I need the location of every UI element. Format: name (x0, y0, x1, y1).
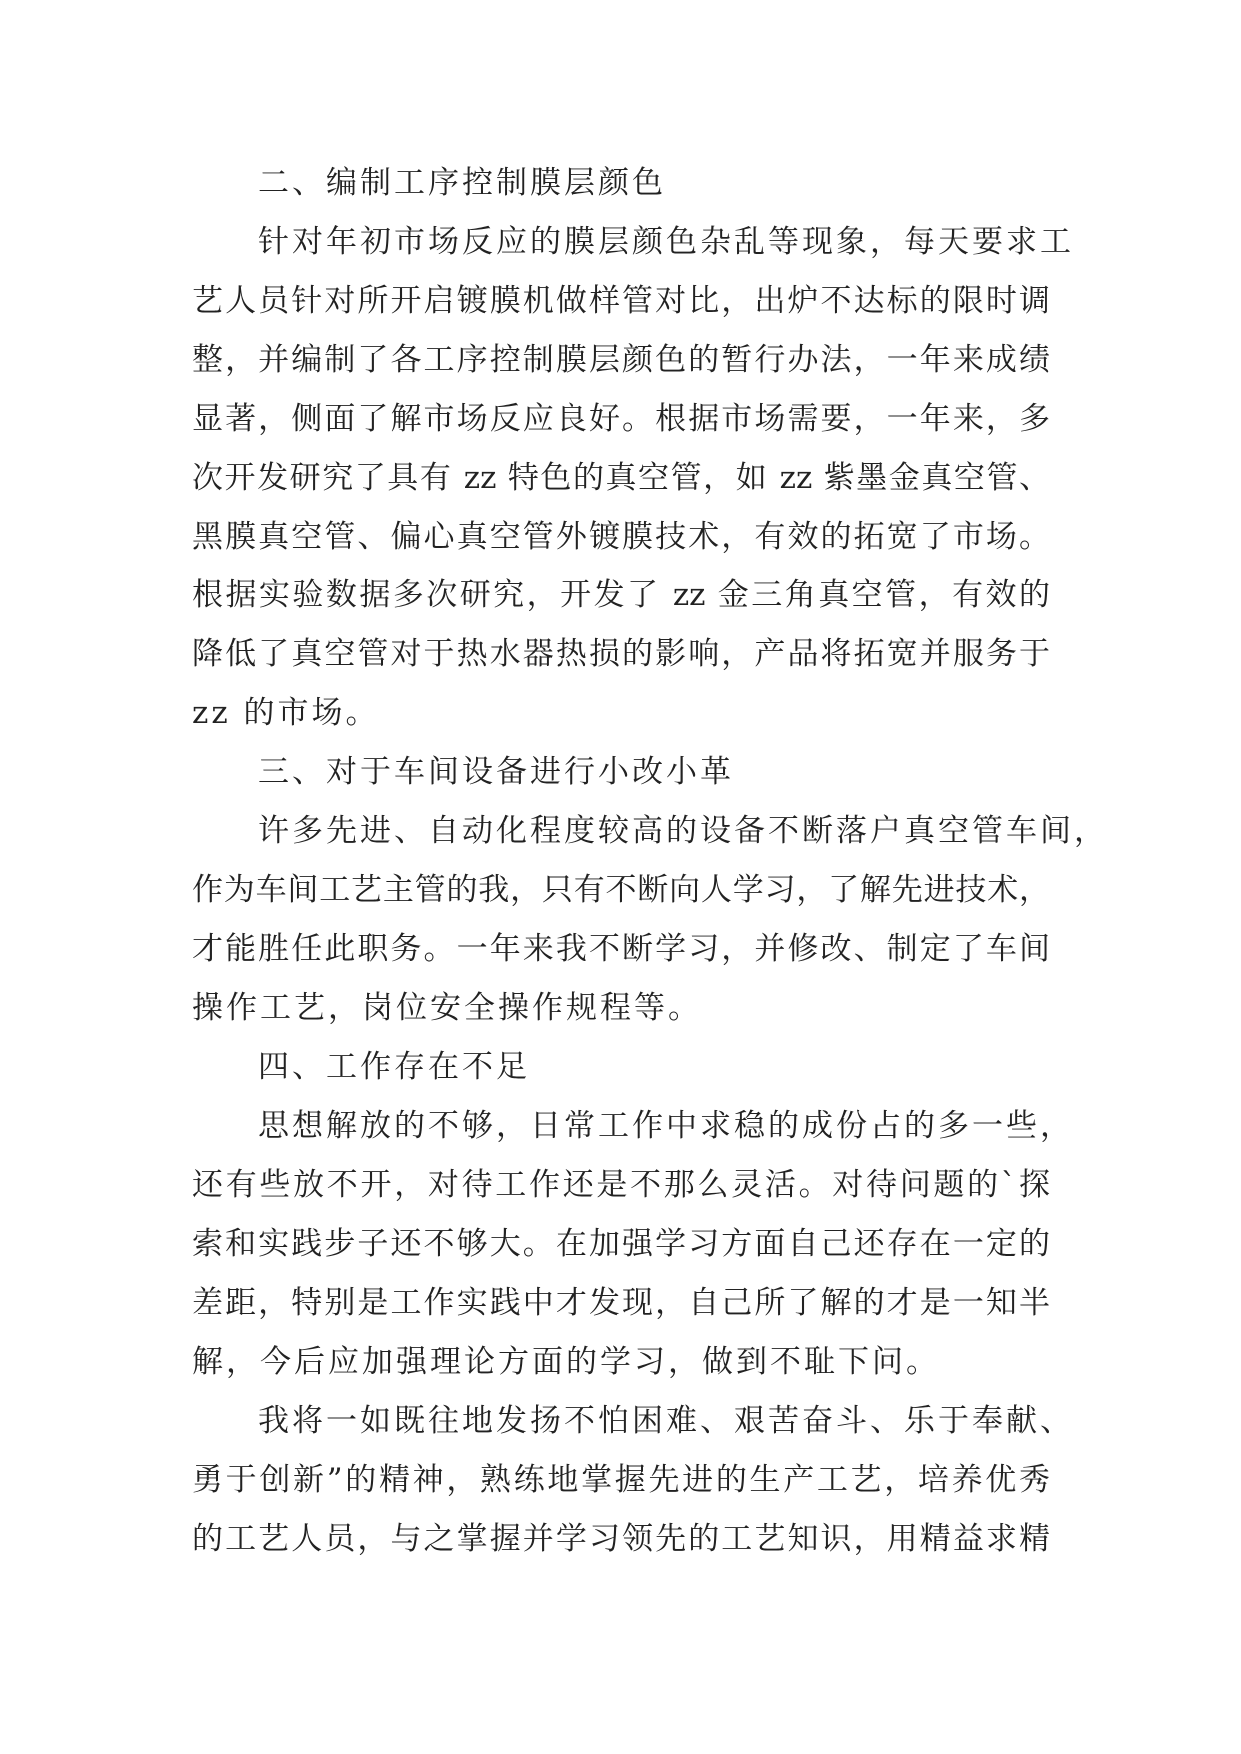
paragraph-line: 黑膜真空管、偏心真空管外镀膜技术，有效的拓宽了市场。 (192, 519, 1050, 555)
paragraph-line: 许多先进、自动化程度较高的设备不断落户真空管车间， (258, 813, 1108, 849)
paragraph-line: 才能胜任此职务。一年来我不断学习，并修改、制定了车间 (192, 931, 1050, 967)
paragraph-line: 差距，特别是工作实践中才发现，自己所了解的才是一知半 (192, 1285, 1050, 1321)
heading-section-2: 二、编制工序控制膜层颜色 (258, 165, 666, 201)
paragraph-line: 勇于创新”的精神，熟练地掌握先进的生产工艺，培养优秀 (192, 1462, 1050, 1498)
paragraph-line: 作为车间工艺主管的我，只有不断向人学习，了解先进技术， (192, 872, 1050, 908)
paragraph-line: 整，并编制了各工序控制膜层颜色的暂行办法，一年来成绩 (192, 342, 1050, 378)
paragraph-line: 显著，侧面了解市场反应良好。根据市场需要，一年来，多 (192, 401, 1050, 437)
paragraph-line: 针对年初市场反应的膜层颜色杂乱等现象，每天要求工 (258, 224, 1074, 260)
paragraph-line: 解，今后应加强理论方面的学习，做到不耻下问。 (192, 1344, 940, 1380)
paragraph-line: zz 的市场。 (192, 695, 380, 731)
paragraph-line: 次开发研究了具有 zz 特色的真空管，如 zz 紫墨金真空管、 (192, 460, 1050, 496)
paragraph-line: 还有些放不开，对待工作还是不那么灵活。对待问题的`探 (192, 1167, 1050, 1203)
paragraph-line: 降低了真空管对于热水器热损的影响，产品将拓宽并服务于 (192, 636, 1050, 672)
paragraph-line: 索和实践步子还不够大。在加强学习方面自己还存在一定的 (192, 1226, 1050, 1262)
paragraph-line: 我将一如既往地发扬不怕困难、艰苦奋斗、乐于奉献、 (258, 1403, 1074, 1439)
paragraph-line: 根据实验数据多次研究，开发了 zz 金三角真空管，有效的 (192, 577, 1050, 613)
heading-section-4: 四、工作存在不足 (258, 1049, 530, 1085)
paragraph-line: 的工艺人员，与之掌握并学习领先的工艺知识，用精益求精 (192, 1521, 1050, 1557)
paragraph-line: 艺人员针对所开启镀膜机做样管对比，出炉不达标的限时调 (192, 283, 1050, 319)
paragraph-line: 思想解放的不够，日常工作中求稳的成份占的多一些， (258, 1108, 1074, 1144)
paragraph-line: 操作工艺，岗位安全操作规程等。 (192, 990, 702, 1026)
heading-section-3: 三、对于车间设备进行小改小革 (258, 754, 734, 790)
